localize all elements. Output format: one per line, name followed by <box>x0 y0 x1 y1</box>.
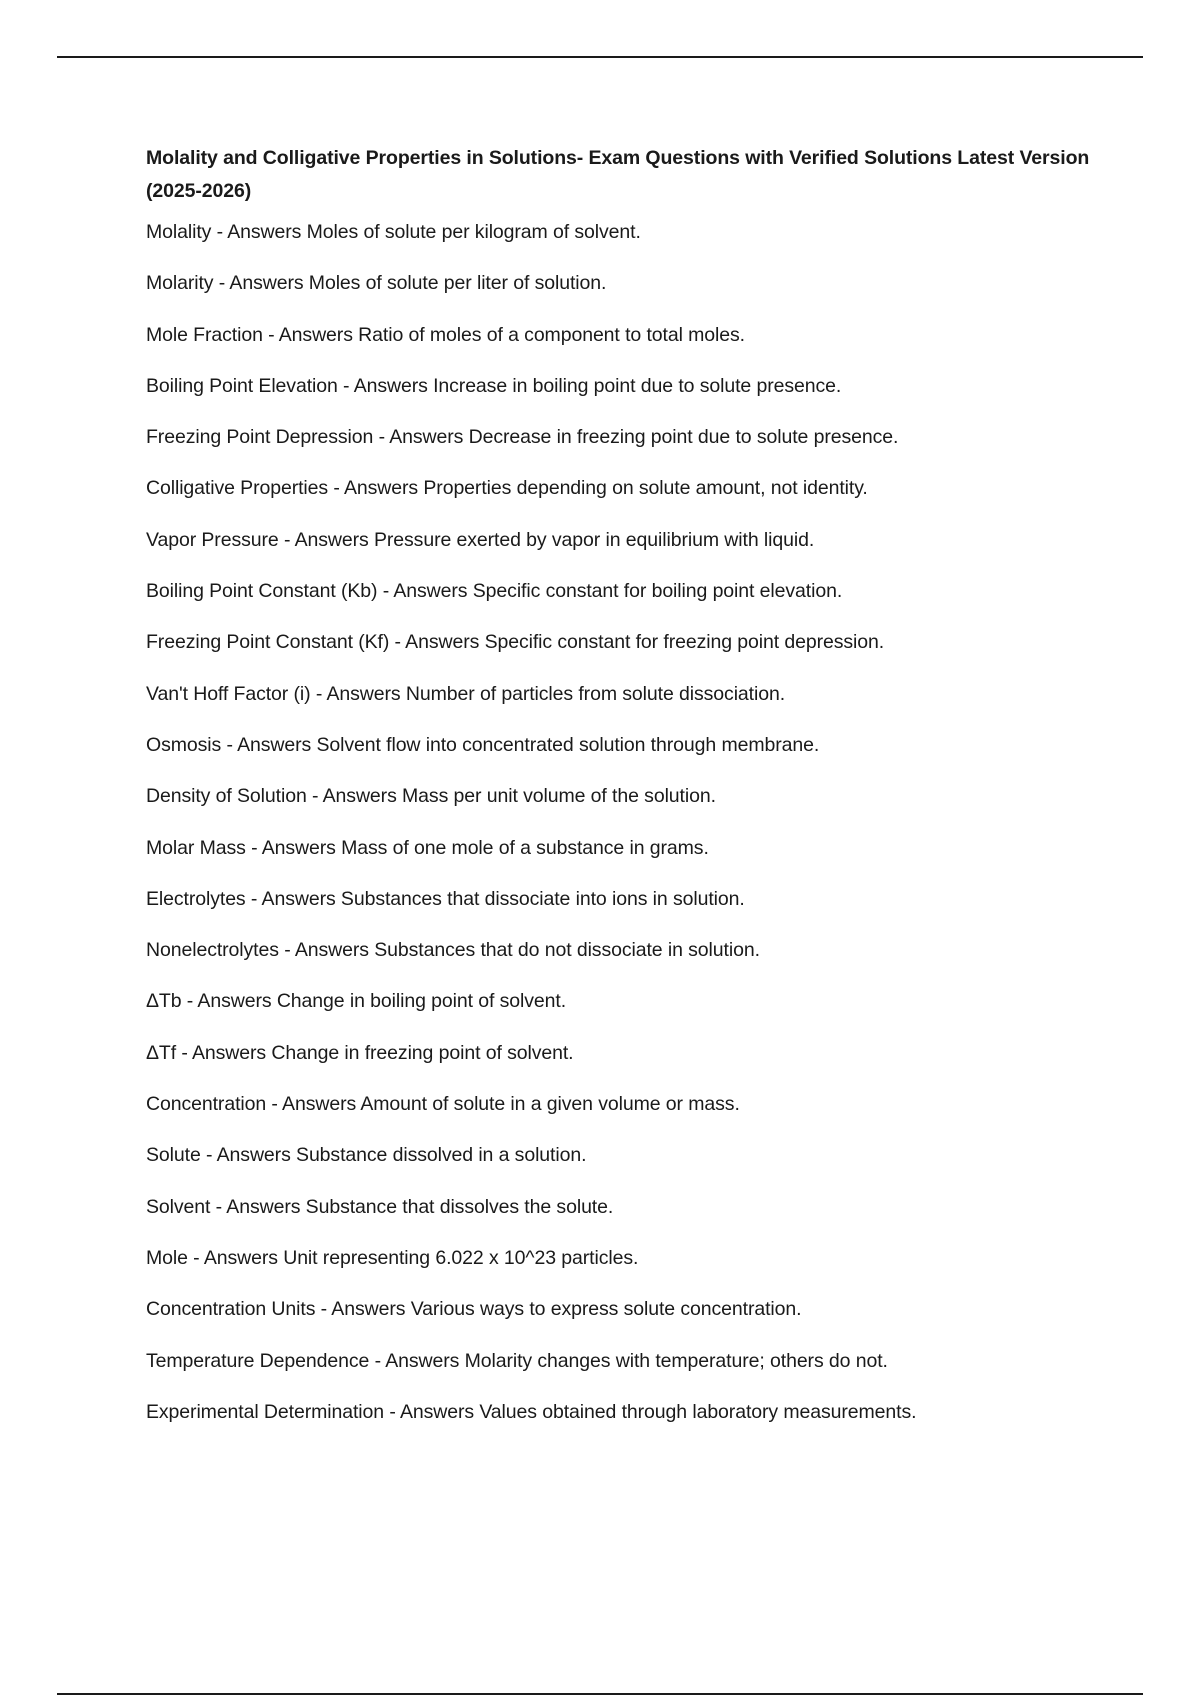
list-item: Concentration Units - Answers Various ways to express solute concentration. <box>146 1298 802 1321</box>
top-rule <box>57 56 1143 58</box>
document-title: Molality and Colligative Properties in Solutions- Exam Questions with Verified Solutions Latest Version (2025-2026) <box>146 147 1090 202</box>
list-item: Solute - Answers Substance dissolved in a solution. <box>146 1144 587 1167</box>
list-item: ΔTb - Answers Change in boiling point of solvent. <box>146 990 567 1013</box>
list-item: Freezing Point Depression - Answers Decrease in freezing point due to solute presence. <box>146 426 899 449</box>
list-item: Colligative Properties - Answers Properties depending on solute amount, not identity. <box>146 477 868 500</box>
list-item: Boiling Point Constant (Kb) - Answers Specific constant for boiling point elevation. <box>146 580 843 603</box>
list-item: Vapor Pressure - Answers Pressure exerted by vapor in equilibrium with liquid. <box>146 528 815 551</box>
list-item: Van't Hoff Factor (i) - Answers Number of particles from solute dissociation. <box>146 682 786 705</box>
list-item: Mole Fraction - Answers Ratio of moles of a component to total moles. <box>146 323 745 346</box>
list-item: ΔTf - Answers Change in freezing point of solvent. <box>146 1041 574 1064</box>
bottom-rule <box>57 1693 1143 1695</box>
list-item: Nonelectrolytes - Answers Substances that do not dissociate in solution. <box>146 939 760 962</box>
list-item: Temperature Dependence - Answers Molarity changes with temperature; others do not. <box>146 1349 888 1372</box>
list-item: Density of Solution - Answers Mass per unit volume of the solution. <box>146 785 716 808</box>
list-item: Molality - Answers Moles of solute per kilogram of solvent. <box>146 221 641 243</box>
list-item: Osmosis - Answers Solvent flow into concentrated solution through membrane. <box>146 733 820 756</box>
list-item: Molarity - Answers Moles of solute per liter of solution. <box>146 272 607 295</box>
list-item: Molar Mass - Answers Mass of one mole of a substance in grams. <box>146 836 709 859</box>
list-item: Concentration - Answers Amount of solute in a given volume or mass. <box>146 1093 740 1116</box>
list-item: Boiling Point Elevation - Answers Increase in boiling point due to solute presence. <box>146 374 842 397</box>
list-item: Electrolytes - Answers Substances that dissociate into ions in solution. <box>146 887 745 910</box>
list-item: Solvent - Answers Substance that dissolves the solute. <box>146 1195 614 1218</box>
list-item: Freezing Point Constant (Kf) - Answers Specific constant for freezing point depression. <box>146 631 885 654</box>
term-list <box>146 220 1096 1451</box>
list-item: Experimental Determination - Answers Values obtained through laboratory measurements. <box>146 1400 917 1423</box>
list-item: Mole - Answers Unit representing 6.022 x 10^23 particles. <box>146 1246 639 1269</box>
document-body <box>146 142 1096 1451</box>
